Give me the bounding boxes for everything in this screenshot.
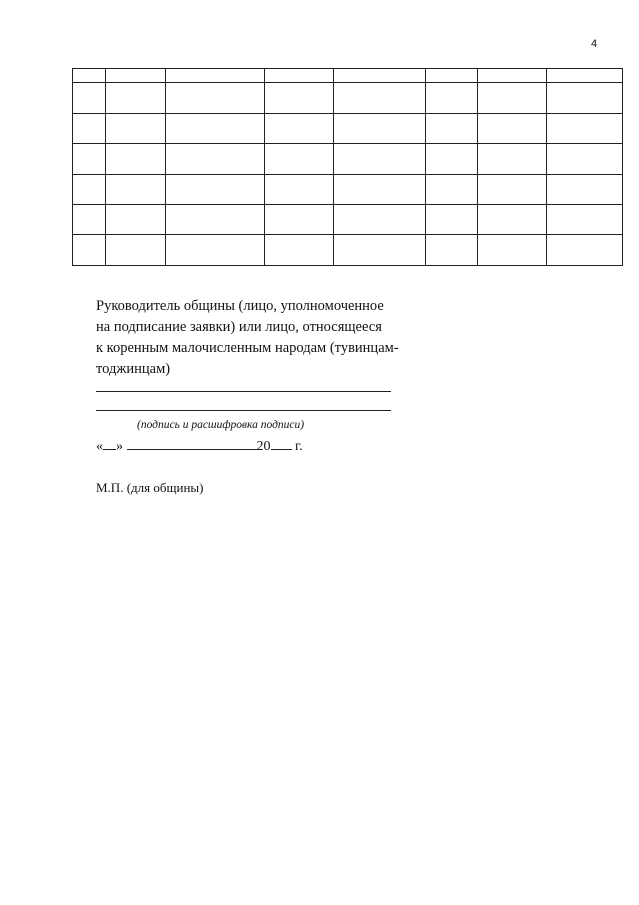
date-open-quote: « [96,439,103,454]
table-cell [426,113,478,143]
table-cell [334,205,426,235]
table-cell [106,113,166,143]
table-cell [166,83,265,113]
table-row [73,83,623,113]
signatory-line: Руководитель общины (лицо, уполномоченное [96,298,384,314]
table-cell [265,174,334,204]
table-cell [547,113,623,143]
table-cell [478,235,547,266]
table-cell [426,174,478,204]
table-cell [426,144,478,174]
table-cell [265,205,334,235]
table-cell [265,235,334,266]
year-blank [271,437,292,450]
table-cell [547,69,623,83]
table-cell [265,83,334,113]
table-cell [73,174,106,204]
table-cell [547,144,623,174]
table-cell [166,205,265,235]
table-cell [334,83,426,113]
date-close-quote: » [116,439,123,454]
table-cell [426,205,478,235]
table-cell [106,205,166,235]
table-cell [106,69,166,83]
table-row [73,174,623,204]
stamp-note: М.П. (для общины) [96,480,204,495]
signature-line [96,391,391,392]
table-cell [478,205,547,235]
table-cell [166,144,265,174]
table-row [73,144,623,174]
table-cell [106,174,166,204]
table-cell [73,205,106,235]
signatory-line: к коренным малочисленным народам (тувинцам- [96,340,399,356]
table-cell [547,235,623,266]
table-cell [478,69,547,83]
table-cell [334,174,426,204]
table-cell [73,83,106,113]
signatory-line: тоджинцам) [96,361,171,377]
year-prefix: 20 [256,439,271,454]
table-cell [334,69,426,83]
table-cell [547,205,623,235]
month-blank [127,437,257,450]
signature-caption: (подпись и расшифровка подписи) [137,419,305,431]
table-cell [73,69,106,83]
table-cell [166,69,265,83]
table-cell [547,174,623,204]
year-suffix: г. [295,439,303,454]
table-cell [106,235,166,266]
date-line [96,437,303,455]
signatory-text [96,296,426,380]
table-cell [478,113,547,143]
table-cell [334,235,426,266]
table-cell [73,144,106,174]
table-row [73,113,623,143]
table-cell [73,113,106,143]
table-cell [166,113,265,143]
table-cell [166,235,265,266]
table-cell [265,113,334,143]
table-cell [334,113,426,143]
table-cell [547,83,623,113]
table-cell [478,83,547,113]
page-number: 4 [591,38,598,50]
table-header-row [73,69,623,83]
table-cell [265,69,334,83]
table-cell [265,144,334,174]
table-cell [73,235,106,266]
data-table [72,68,623,266]
table-row [73,205,623,235]
name-line [96,410,391,411]
table-cell [478,174,547,204]
table-cell [426,235,478,266]
table-cell [106,144,166,174]
signatory-line: на подписание заявки) или лицо, относящееся [96,319,382,335]
table-cell [426,69,478,83]
table-cell [106,83,166,113]
table-cell [166,174,265,204]
day-blank [103,437,116,450]
table-row [73,235,623,266]
table-cell [334,144,426,174]
table-cell [478,144,547,174]
table-cell [426,83,478,113]
